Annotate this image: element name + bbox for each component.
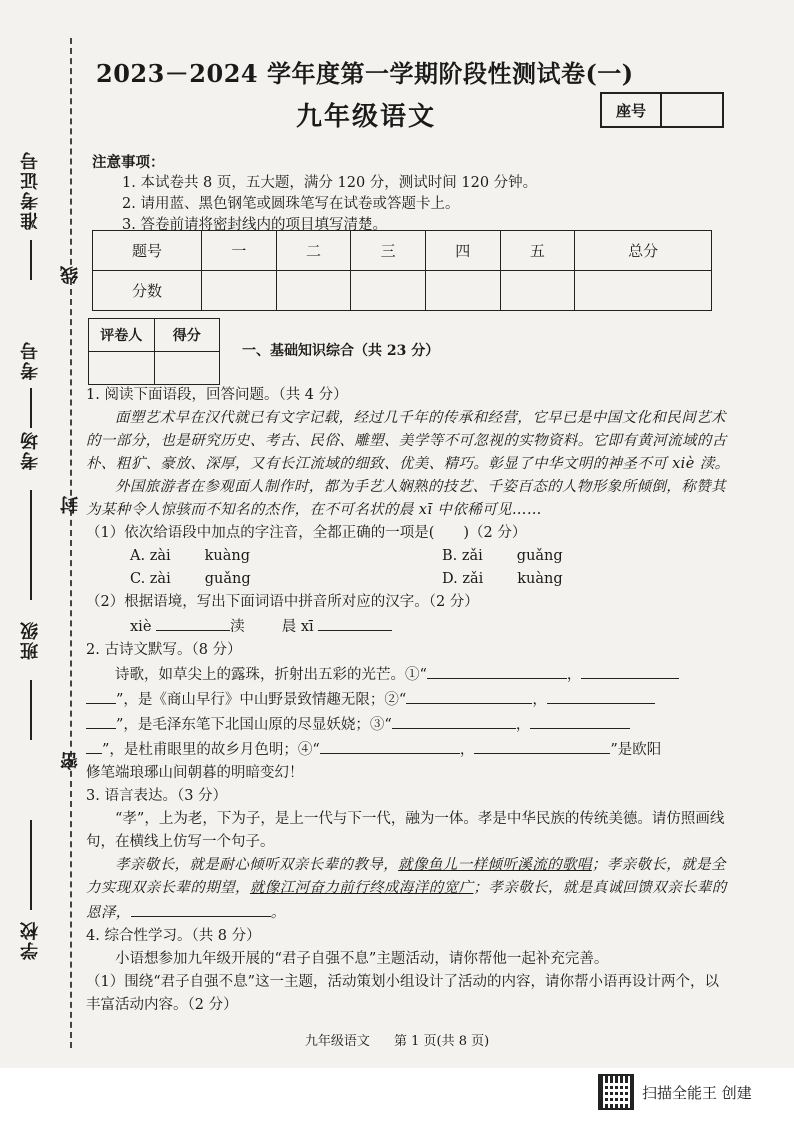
choice-options (86, 545, 732, 591)
exam-room-line (30, 388, 32, 428)
score-cell[interactable] (575, 271, 712, 311)
answer-blank[interactable] (474, 737, 610, 754)
answer-blank[interactable] (392, 712, 516, 729)
question-1-sub-2: （2）根据语境，写出下面词语中拼音所对应的汉字。（2 分） (86, 594, 479, 610)
score-header-cell: 三 (351, 231, 426, 271)
question-content (86, 384, 732, 1017)
question-1-sub-1: （1）依次给语段中加点的字注音，全都正确的一项是( )（2 分） (86, 525, 527, 541)
section-heading: 一、基础知识综合（共 23 分） (242, 343, 440, 359)
instruction-item: 2. 请用蓝、黑色钢笔或圆珠笔写在试卷或答题卡上。 (122, 196, 460, 212)
exam-title: 2023－2024 学年度第一学期阶段性测试卷(一) (96, 59, 634, 88)
question-2-title: 2. 古诗文默写。（8 分） (86, 642, 242, 658)
seat-number-field[interactable] (662, 94, 722, 126)
score-cell[interactable] (351, 271, 426, 311)
question-3-title: 3. 语言表达。（3 分） (86, 788, 228, 804)
score-cell[interactable] (425, 271, 500, 311)
example-text: 孝亲敬长，就是耐心倾听双亲长辈的教导， (115, 857, 399, 873)
score-cell[interactable] (276, 271, 351, 311)
question-1-passage-1: 面塑艺术早在汉代就已有文字记载，经过几千年的传承和经营，它早已是中国文化和民间艺术的一部分，也是研究历史、考古、民俗、雕塑、美学等不可忽视的实物资料。它即有黄河流域的古朴、粗犷、豪放、深厚，又有长江流域的细致、优美、精巧。彰显了中华文明的神圣不可 xiè 渎。 (86, 410, 730, 472)
poem-text: ， (532, 692, 547, 708)
footer-subject: 九年级语文 (304, 1034, 370, 1049)
school-label: 学校 (20, 920, 41, 960)
choice-option-c[interactable] (130, 568, 442, 591)
poem-text: 诗歌，如草尖上的露珠，折射出五彩的光芒。①“ (115, 667, 427, 683)
option-reading: guǎng (516, 548, 563, 564)
exam-hall-label: 考场 (20, 430, 41, 470)
answer-blank[interactable] (547, 687, 655, 704)
underlined-sentence: 就像江河奋力前行终成海洋的宽广 (249, 880, 474, 896)
option-label: D. zǎi (442, 571, 484, 587)
poem-text: ， (566, 667, 582, 683)
exam-subtitle: 九年级语文 (296, 102, 437, 132)
qr-code-icon (598, 1074, 634, 1110)
seat-number-box (600, 92, 724, 128)
question-4-title: 4. 综合性学习。（共 8 分） (86, 928, 261, 944)
poem-text: ”是欧阳 (610, 742, 662, 758)
question-4-sub-1: （1）围绕“君子自强不息”这一主题，活动策划小组设计了活动的内容，请你帮小语再设计两个，以丰富活动内容。（2 分） (86, 974, 720, 1013)
answer-blank[interactable] (406, 687, 532, 704)
secret-mark: 密 (60, 752, 81, 770)
grader-score-cell[interactable] (154, 352, 220, 385)
class-label: 班级 (20, 620, 41, 660)
poem-line-3 (86, 712, 732, 737)
option-label: B. zǎi (442, 548, 483, 564)
exam-room-label: 考号 (20, 340, 41, 380)
poem-text: ， (459, 742, 475, 758)
seal-mark: 封 (60, 496, 81, 514)
option-label: C. zài (130, 571, 171, 587)
question-1-passage-2: 外国旅游者在参观面人制作时，都为手艺人娴熟的技艺、千姿百态的人物形象所倾倒，称赞其为某种令人惊骇而不知名的杰作，在不可名状的晨 xī 中依稀可见…… (86, 479, 726, 518)
grader-score-label: 得分 (154, 319, 220, 352)
score-header-cell: 四 (425, 231, 500, 271)
score-table (92, 230, 712, 311)
instructions-heading: 注意事项： (92, 154, 165, 171)
binding-dashed-line (70, 38, 72, 1048)
instruction-item: 1. 本试卷共 8 页，五大题，满分 120 分，测试时间 120 分钟。 (122, 175, 538, 191)
grader-cell[interactable] (89, 352, 155, 385)
admission-number-line (30, 240, 32, 280)
poem-line-2 (86, 687, 732, 712)
choice-option-a[interactable] (130, 545, 442, 568)
answer-blank[interactable] (530, 712, 630, 729)
score-header-cell: 总分 (575, 231, 712, 271)
grader-label: 评卷人 (89, 319, 155, 352)
option-reading: kuàng (204, 548, 251, 564)
class-line (30, 680, 32, 740)
answer-blank[interactable] (427, 662, 567, 679)
underlined-sentence: 就像鱼儿一样倾听溪流的歌唱 (398, 857, 592, 873)
scanner-watermark (598, 1074, 752, 1110)
answer-blank[interactable] (86, 737, 102, 754)
seat-number-label: 座号 (602, 94, 662, 126)
score-header-cell: 一 (202, 231, 277, 271)
question-4-prompt: 小语想参加九年级开展的“君子自强不息”主题活动，请你帮他一起补充完善。 (115, 951, 609, 967)
page-footer (0, 1030, 794, 1049)
example-text: ；孝亲敬长，就是全力实现双亲长辈的期望， (86, 857, 726, 896)
example-text: ；孝亲敬长，就是真诚回馈双亲长辈的恩泽， (86, 880, 727, 921)
score-header-cell: 五 (500, 231, 575, 271)
answer-blank[interactable] (131, 900, 271, 917)
answer-blank[interactable] (86, 687, 116, 704)
pinyin-xi: xī (300, 619, 314, 635)
scanner-text: 扫描全能王 创建 (642, 1083, 752, 1102)
school-line (30, 820, 32, 910)
answer-blank[interactable] (320, 737, 460, 754)
grader-table (88, 318, 220, 385)
poem-text: ”，是杜甫眼里的故乡月色明；④“ (102, 742, 320, 758)
score-cell[interactable] (500, 271, 575, 311)
score-row-label: 分数 (93, 271, 202, 311)
instruction-item: 3. 答卷前请将密封线内的项目填写清楚。 (122, 217, 387, 233)
exam-instructions (92, 152, 537, 236)
answer-blank[interactable] (581, 662, 679, 679)
footer-page-number: 第 1 页(共 8 页) (393, 1034, 490, 1049)
option-label: A. zài (130, 548, 171, 564)
question-3-prompt: “孝”，上为老，下为子，是上一代与下一代，融为一体。孝是中华民族的传统美德。请仿照画线句，在横线上仿写一个句子。 (86, 811, 725, 850)
line-mark: 线 (60, 266, 81, 284)
example-text: 。 (270, 905, 286, 921)
choice-option-d[interactable] (442, 568, 642, 591)
word-char: 渎 (230, 619, 245, 635)
word-char: 晨 (281, 619, 297, 635)
binding-margin (10, 140, 81, 1020)
exam-hall-line (30, 490, 32, 600)
admission-number-label: 准考证号 (20, 150, 41, 230)
score-cell[interactable] (202, 271, 277, 311)
score-header-cell: 二 (276, 231, 351, 271)
answer-blank[interactable] (156, 614, 230, 631)
question-1-title: 1. 阅读下面语段，回答问题。（共 4 分） (86, 387, 348, 403)
poem-text: ， (515, 717, 531, 733)
answer-blank[interactable] (86, 712, 116, 729)
poem-line-4 (86, 737, 732, 762)
question-3-example (86, 854, 732, 925)
score-header-cell: 题号 (93, 231, 202, 271)
poem-text: ”，是《商山早行》中山野景致情趣无限；②“ (116, 692, 407, 708)
choice-option-b[interactable] (442, 545, 642, 568)
option-reading: kuàng (517, 571, 563, 587)
option-reading: guǎng (204, 571, 251, 587)
poem-line-1 (86, 662, 732, 687)
poem-line-5: 修笔端琅琊山间朝暮的明暗变幻！ (86, 765, 304, 781)
answer-blank[interactable] (318, 614, 392, 631)
pinyin-xie: xiè (130, 619, 152, 635)
pinyin-fill-row (86, 614, 732, 639)
poem-text: ”，是毛泽东笔下北国山原的尽显妖娆；③“ (116, 717, 392, 733)
